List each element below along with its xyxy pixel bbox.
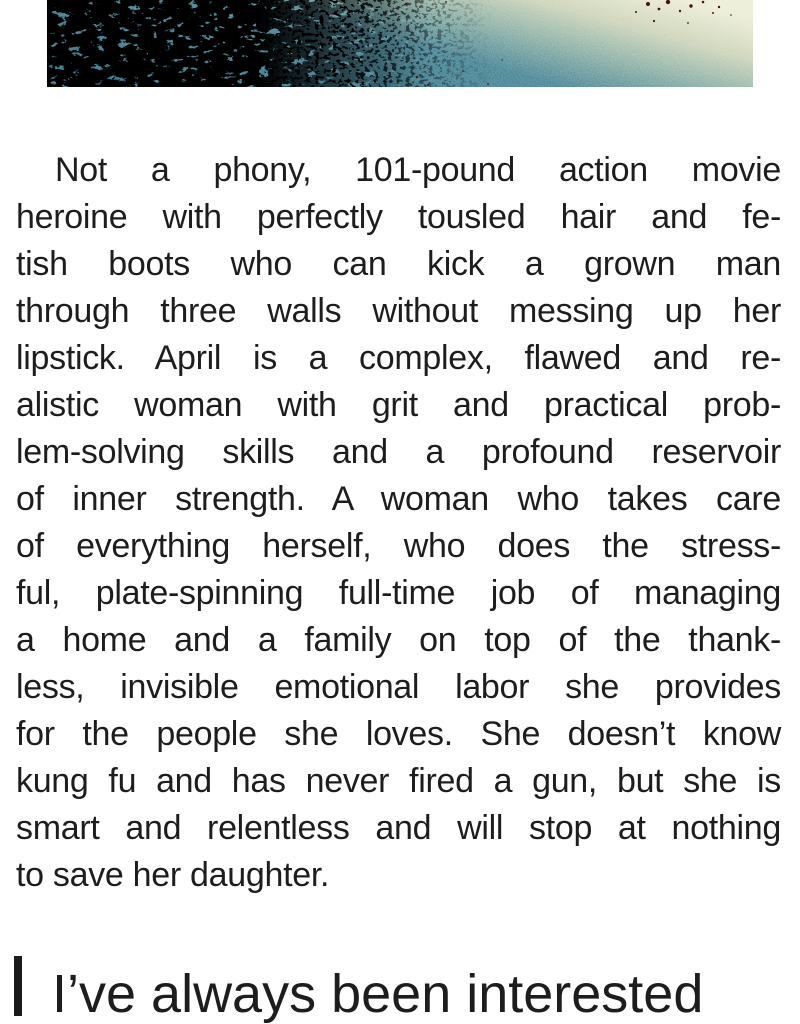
quote-text: I’ve always been interested <box>52 964 704 1024</box>
paragraph-line: through three walls without messing up her <box>16 292 781 330</box>
paragraph-line: of everything herself, who does the stress- <box>16 527 781 565</box>
paragraph-line: heroine with perfectly tousled hair and fe- <box>16 198 781 236</box>
header-image <box>47 0 753 87</box>
paragraph-line: of inner strength. A woman who takes care <box>16 480 781 518</box>
paragraph-line: tish boots who can kick a grown man <box>16 245 781 283</box>
paragraph-line: lipstick. April is a complex, flawed and re- <box>16 339 781 377</box>
paragraph-line: kung fu and has never fired a gun, but she is <box>16 762 781 800</box>
paragraph-line: ful, plate-spinning full-time job of managing <box>16 574 781 612</box>
paragraph <box>16 147 781 899</box>
paragraph-line: a home and a family on top of the thank- <box>16 621 781 659</box>
paragraph-line: to save her daughter. <box>16 856 330 894</box>
quote-bar <box>14 956 22 1016</box>
watercolor-texture-graphic <box>47 0 753 87</box>
ink-speckle-sparse <box>47 0 753 87</box>
pull-quote <box>14 956 800 1024</box>
paragraph-line: for the people she loves. She doesn’t know <box>16 715 781 753</box>
paragraph-line: lem-solving skills and a profound reservoir <box>16 433 781 471</box>
paragraph-line: smart and relentless and will stop at nothing <box>16 809 781 847</box>
paragraph-line: alistic woman with grit and practical prob- <box>16 386 781 424</box>
paragraph-line: Not a phony, 101-pound action movie <box>55 151 781 189</box>
paragraph-line: less, invisible emotional labor she provides <box>16 668 781 706</box>
